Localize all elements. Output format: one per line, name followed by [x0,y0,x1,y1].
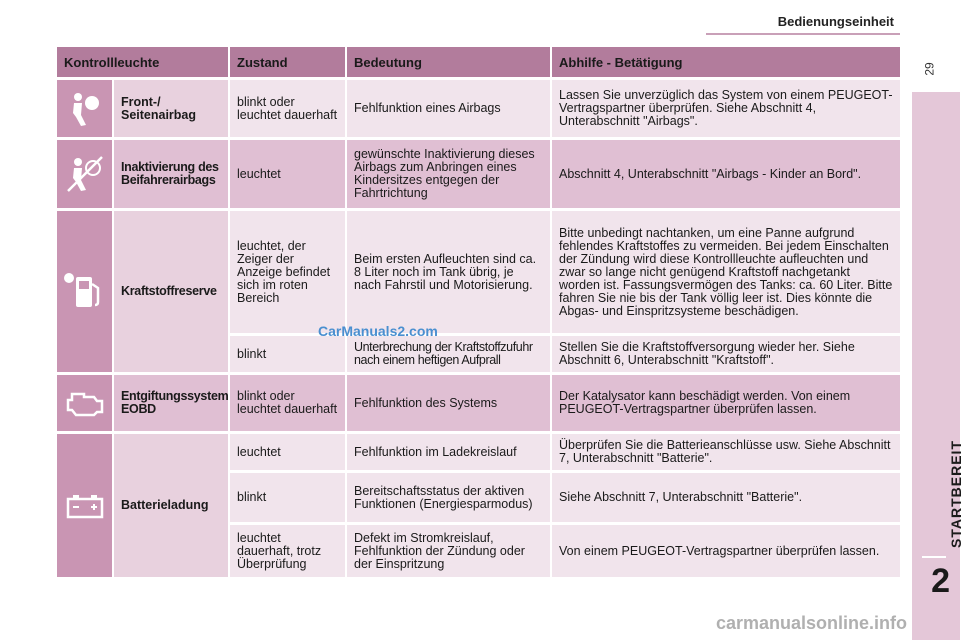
table-row [57,434,902,470]
airbag-icon [64,89,106,129]
header-divider [706,33,900,35]
state-cell: leuchtet [230,140,347,208]
action-cell: Bitte unbedingt nachtanken, um eine Panne aufgrund fehlendes Kraftstoffes zu vermeiden. Bei jedem Einschalten der Zündung wird diese Kontrollleuchte aufleuchten und zwar so lange nicht genügend Kraftstoff nachgetankt worden ist. Fassungsvermögen des Tanks: ca. 60 Liter. Bitte fahren Sie nie bis der Tank völlig leer ist. Dies könnte die Abgas- und Einspritzsysteme beschädigen. [552,211,902,333]
light-name: Inaktivierung des Beifahrerairbags [114,140,230,208]
table-row [57,80,902,137]
action-cell: Der Katalysator kann beschädigt werden. Von einem PEUGEOT-Vertragspartner überprüfen lassen. [552,375,902,431]
meaning-cell: Beim ersten Aufleuchten sind ca. 8 Liter noch im Tank übrig, je nach Fahrstil und Motorisierung. [347,211,552,333]
column-header-meaning: Bedeutung [347,47,552,77]
icon-cell [57,80,114,137]
state-cell: leuchtet [230,434,347,470]
action-cell: Abschnitt 4, Unterabschnitt "Airbags - Kinder an Bord". [552,140,902,208]
engine-icon [64,388,106,418]
chapter-separator [922,556,946,558]
watermark-middle: CarManuals2.com [318,323,438,339]
fuel-pump-icon [63,272,107,312]
light-name: Kraftstoffreserve [114,211,230,372]
action-cell: Überprüfen Sie die Batterieanschlüsse usw. Siehe Abschnitt 7, Unterabschnitt "Batterie". [552,434,902,470]
meaning-cell: Fehlfunktion des Systems [347,375,552,431]
page-header-title: Bedienungseinheit [777,14,894,29]
action-cell: Siehe Abschnitt 7, Unterabschnitt "Batterie". [552,473,902,522]
state-cell: blinkt oder leuchtet dauerhaft [230,375,347,431]
light-name: Entgiftungssystem EOBD [114,375,230,431]
icon-cell [57,211,114,372]
state-cell: leuchtet dauerhaft, trotz Überprüfung [230,525,347,577]
passenger-airbag-off-icon [64,153,106,195]
meaning-cell: Fehlfunktion im Ladekreislauf [347,434,552,470]
table-row [57,375,902,431]
state-cell: leuchtet, der Zeiger der Anzeige befindet sich im roten Bereich [230,211,347,333]
light-name: Front-/ Seitenairbag [114,80,230,137]
page-number: 29 [922,62,937,76]
state-cell: blinkt oder leuchtet dauerhaft [230,80,347,137]
action-cell: Lassen Sie unverzüglich das System von einem PEUGEOT-Vertragspartner überprüfen. Siehe Abschnitt 4, Unterabschnitt "Airbags". [552,80,902,137]
state-cell: blinkt [230,336,347,372]
meaning-cell: gewünschte Inaktivierung dieses Airbags zum Anbringen eines Kindersitzes entgegen der Fahrtrichtung [347,140,552,208]
icon-cell [57,375,114,431]
action-cell: Von einem PEUGEOT-Vertragspartner überprüfen lassen. [552,525,902,577]
light-name: Batterieladung [114,434,230,577]
table-header-row [57,47,902,77]
meaning-cell: Bereitschaftsstatus der aktiven Funktionen (Energiesparmodus) [347,473,552,522]
battery-icon [64,491,106,521]
watermark-bottom: carmanualsonline.info [716,613,908,633]
icon-cell [57,434,114,577]
meaning-cell: Defekt im Stromkreislauf, Fehlfunktion der Zündung oder der Einspritzung [347,525,552,577]
icon-cell [57,140,114,208]
column-header-state: Zustand [230,47,347,77]
meaning-cell: Fehlfunktion eines Airbags [347,80,552,137]
warning-lights-table [57,44,902,580]
state-cell: blinkt [230,473,347,522]
meaning-cell: Unterbrechung der Kraftstoffzufuhr nach einem heftigen Aufprall [347,336,552,372]
column-header-action: Abhilfe - Betätigung [552,47,902,77]
table-row [57,211,902,333]
action-cell: Stellen Sie die Kraftstoffversorgung wieder her. Siehe Abschnitt 6, Unterabschnitt "Kraftstoff". [552,336,902,372]
chapter-number: 2 [931,562,950,600]
column-header-light: Kontrollleuchte [57,47,230,77]
chapter-label-text: STARTBEREIT [948,440,964,548]
table-row [57,140,902,208]
